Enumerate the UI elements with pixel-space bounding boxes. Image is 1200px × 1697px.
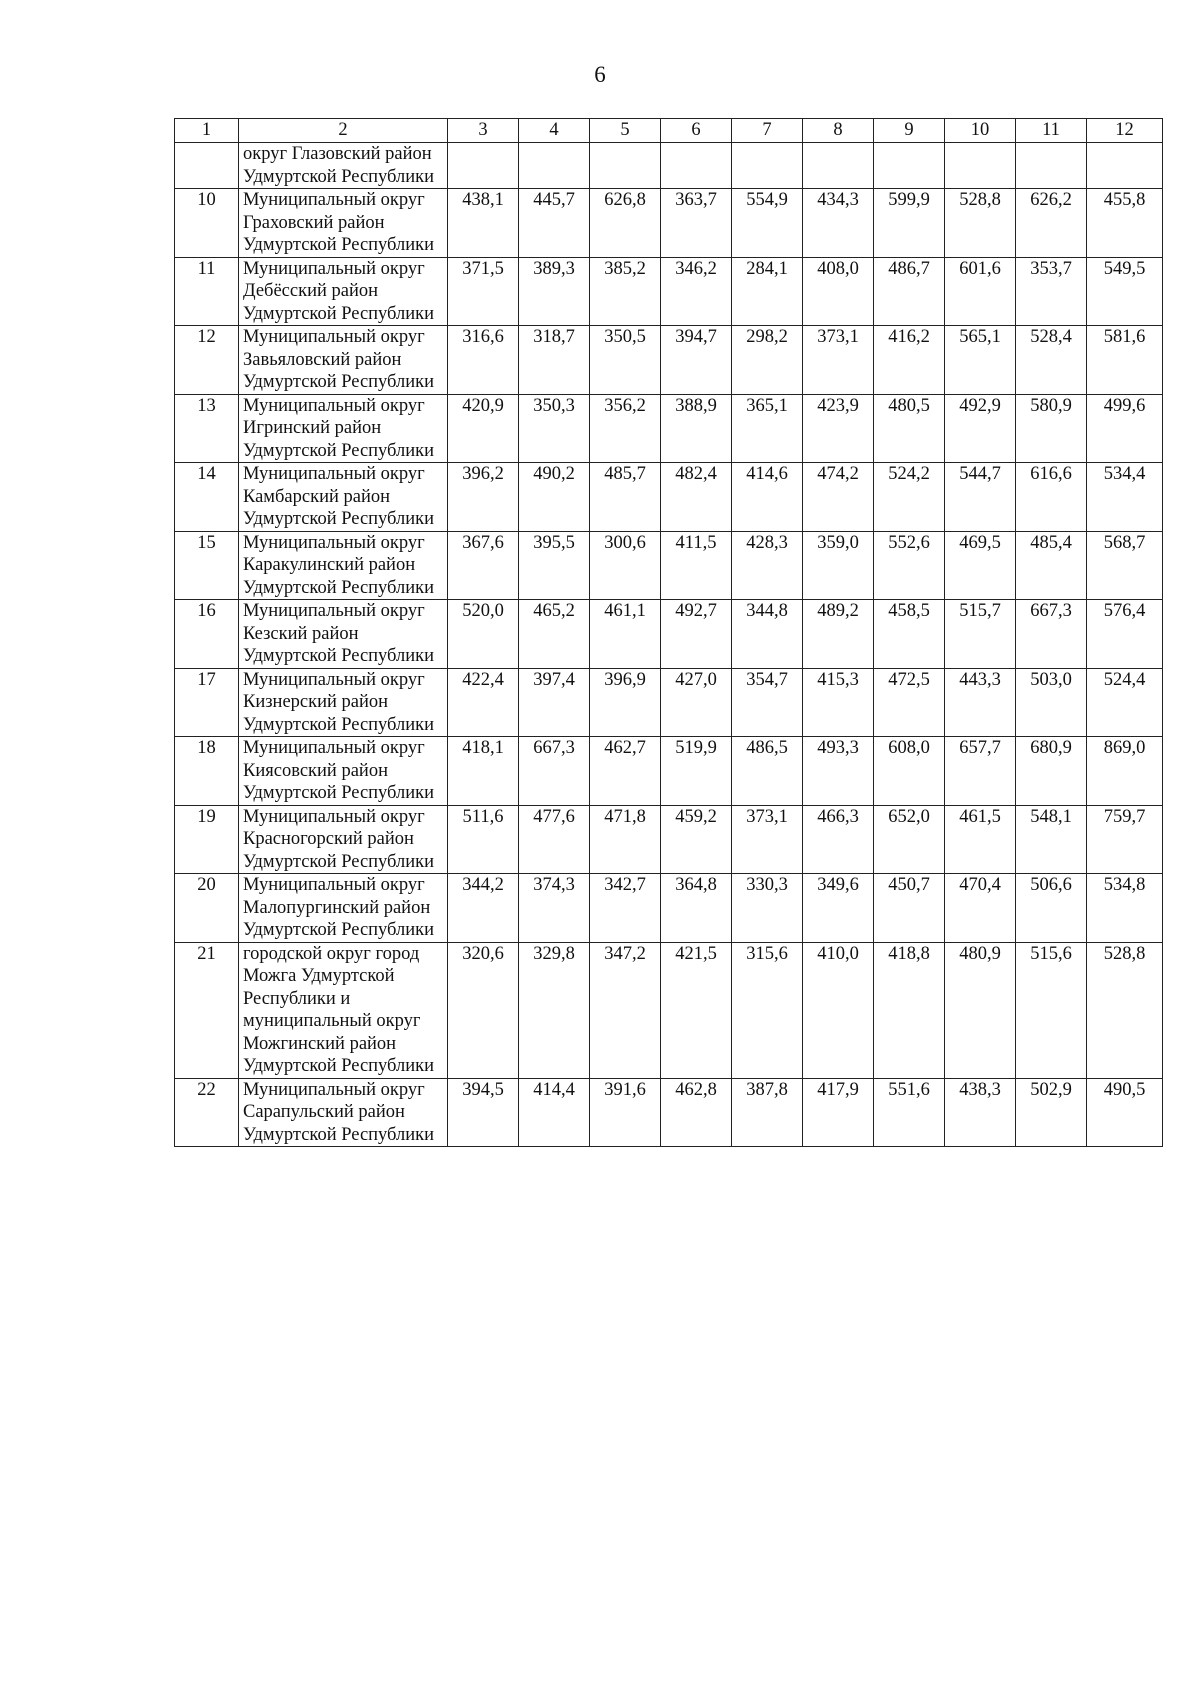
table-row (175, 531, 1163, 600)
column-header: 10 (945, 119, 1016, 143)
value-cell: 490,5 (1087, 1078, 1163, 1147)
value-cell: 300,6 (590, 531, 661, 600)
value-cell: 581,6 (1087, 326, 1163, 395)
municipality-name: Муниципальный округ Граховский район Удмуртской Республики (239, 189, 448, 258)
table-row (175, 257, 1163, 326)
value-cell: 342,7 (590, 874, 661, 943)
value-cell: 385,2 (590, 257, 661, 326)
value-cell: 298,2 (732, 326, 803, 395)
value-cell: 450,7 (874, 874, 945, 943)
value-cell: 346,2 (661, 257, 732, 326)
value-cell: 422,4 (448, 668, 519, 737)
column-header: 2 (239, 119, 448, 143)
value-cell: 667,3 (519, 737, 590, 806)
row-number (175, 143, 239, 189)
value-cell: 416,2 (874, 326, 945, 395)
value-cell: 489,2 (803, 600, 874, 669)
value-cell: 414,6 (732, 463, 803, 532)
value-cell: 388,9 (661, 394, 732, 463)
value-cell (874, 143, 945, 189)
value-cell: 284,1 (732, 257, 803, 326)
value-cell (519, 143, 590, 189)
value-cell: 466,3 (803, 805, 874, 874)
value-cell: 411,5 (661, 531, 732, 600)
value-cell: 455,8 (1087, 189, 1163, 258)
value-cell: 492,9 (945, 394, 1016, 463)
value-cell: 438,3 (945, 1078, 1016, 1147)
value-cell: 462,8 (661, 1078, 732, 1147)
row-number: 19 (175, 805, 239, 874)
value-cell: 330,3 (732, 874, 803, 943)
value-cell (1087, 143, 1163, 189)
value-cell: 565,1 (945, 326, 1016, 395)
value-cell: 458,5 (874, 600, 945, 669)
value-cell: 410,0 (803, 942, 874, 1078)
column-header: 6 (661, 119, 732, 143)
value-cell: 354,7 (732, 668, 803, 737)
value-cell: 528,8 (945, 189, 1016, 258)
row-number: 14 (175, 463, 239, 532)
value-cell: 524,2 (874, 463, 945, 532)
value-cell: 438,1 (448, 189, 519, 258)
value-cell: 423,9 (803, 394, 874, 463)
table-row (175, 805, 1163, 874)
value-cell: 657,7 (945, 737, 1016, 806)
value-cell: 350,5 (590, 326, 661, 395)
value-cell: 349,6 (803, 874, 874, 943)
value-cell: 534,8 (1087, 874, 1163, 943)
column-header: 3 (448, 119, 519, 143)
value-cell: 759,7 (1087, 805, 1163, 874)
municipality-name: Муниципальный округ Завьяловский район Удмуртской Республики (239, 326, 448, 395)
page-number: 6 (594, 62, 606, 87)
column-header: 4 (519, 119, 590, 143)
value-cell: 515,7 (945, 600, 1016, 669)
column-header: 11 (1016, 119, 1087, 143)
table-row (175, 1078, 1163, 1147)
value-cell: 387,8 (732, 1078, 803, 1147)
value-cell: 480,5 (874, 394, 945, 463)
table-row (175, 463, 1163, 532)
value-cell: 350,3 (519, 394, 590, 463)
value-cell: 608,0 (874, 737, 945, 806)
value-cell: 528,4 (1016, 326, 1087, 395)
value-cell: 469,5 (945, 531, 1016, 600)
column-header: 1 (175, 119, 239, 143)
value-cell: 680,9 (1016, 737, 1087, 806)
municipality-name: Муниципальный округ Кизнерский район Удмуртской Республики (239, 668, 448, 737)
value-cell: 394,5 (448, 1078, 519, 1147)
row-number: 10 (175, 189, 239, 258)
value-cell: 347,2 (590, 942, 661, 1078)
value-cell: 480,9 (945, 942, 1016, 1078)
table-row (175, 326, 1163, 395)
value-cell: 428,3 (732, 531, 803, 600)
municipality-name: городской округ город Можга Удмуртской Республики и муниципальный округ Можгинский район Удмуртской Республики (239, 942, 448, 1078)
value-cell: 534,4 (1087, 463, 1163, 532)
municipality-name: Муниципальный округ Каракулинский район Удмуртской Республики (239, 531, 448, 600)
value-cell: 554,9 (732, 189, 803, 258)
municipality-name: Муниципальный округ Кезский район Удмуртской Республики (239, 600, 448, 669)
value-cell: 371,5 (448, 257, 519, 326)
value-cell: 482,4 (661, 463, 732, 532)
value-cell: 418,1 (448, 737, 519, 806)
value-cell: 626,8 (590, 189, 661, 258)
value-cell: 353,7 (1016, 257, 1087, 326)
row-number: 12 (175, 326, 239, 395)
value-cell: 373,1 (732, 805, 803, 874)
value-cell: 485,7 (590, 463, 661, 532)
value-cell: 548,1 (1016, 805, 1087, 874)
value-cell: 474,2 (803, 463, 874, 532)
value-cell: 359,0 (803, 531, 874, 600)
municipality-name: Муниципальный округ Камбарский район Удмуртской Республики (239, 463, 448, 532)
value-cell: 459,2 (661, 805, 732, 874)
table-row (175, 668, 1163, 737)
value-cell: 367,6 (448, 531, 519, 600)
value-cell: 524,4 (1087, 668, 1163, 737)
table-body (175, 143, 1163, 1147)
value-cell: 320,6 (448, 942, 519, 1078)
value-cell: 472,5 (874, 668, 945, 737)
value-cell: 461,5 (945, 805, 1016, 874)
value-cell: 389,3 (519, 257, 590, 326)
value-cell: 417,9 (803, 1078, 874, 1147)
row-number: 15 (175, 531, 239, 600)
column-header: 7 (732, 119, 803, 143)
table-row (175, 874, 1163, 943)
table-row (175, 143, 1163, 189)
value-cell: 580,9 (1016, 394, 1087, 463)
table-row (175, 394, 1163, 463)
municipality-name: Муниципальный округ Киясовский район Удмуртской Республики (239, 737, 448, 806)
data-table (174, 118, 1163, 1147)
column-header: 8 (803, 119, 874, 143)
value-cell: 356,2 (590, 394, 661, 463)
value-cell: 315,6 (732, 942, 803, 1078)
value-cell: 344,2 (448, 874, 519, 943)
row-number: 16 (175, 600, 239, 669)
value-cell (945, 143, 1016, 189)
value-cell: 506,6 (1016, 874, 1087, 943)
value-cell: 499,6 (1087, 394, 1163, 463)
value-cell: 420,9 (448, 394, 519, 463)
value-cell: 486,7 (874, 257, 945, 326)
municipality-name: Муниципальный округ Красногорский район Удмуртской Республики (239, 805, 448, 874)
table-row (175, 189, 1163, 258)
table-row (175, 942, 1163, 1078)
value-cell: 503,0 (1016, 668, 1087, 737)
value-cell (732, 143, 803, 189)
value-cell: 490,2 (519, 463, 590, 532)
value-cell: 318,7 (519, 326, 590, 395)
value-cell: 626,2 (1016, 189, 1087, 258)
value-cell: 363,7 (661, 189, 732, 258)
municipality-name: Муниципальный округ Игринский район Удмуртской Республики (239, 394, 448, 463)
value-cell: 408,0 (803, 257, 874, 326)
value-cell: 470,4 (945, 874, 1016, 943)
value-cell (803, 143, 874, 189)
municipality-name: Муниципальный округ Дебёсский район Удмуртской Республики (239, 257, 448, 326)
value-cell: 515,6 (1016, 942, 1087, 1078)
value-cell: 374,3 (519, 874, 590, 943)
value-cell: 427,0 (661, 668, 732, 737)
value-cell: 391,6 (590, 1078, 661, 1147)
column-header: 5 (590, 119, 661, 143)
value-cell: 616,6 (1016, 463, 1087, 532)
value-cell: 461,1 (590, 600, 661, 669)
value-cell: 520,0 (448, 600, 519, 669)
value-cell: 502,9 (1016, 1078, 1087, 1147)
value-cell: 344,8 (732, 600, 803, 669)
value-cell: 576,4 (1087, 600, 1163, 669)
row-number: 20 (175, 874, 239, 943)
value-cell: 445,7 (519, 189, 590, 258)
row-number: 21 (175, 942, 239, 1078)
value-cell: 667,3 (1016, 600, 1087, 669)
value-cell: 373,1 (803, 326, 874, 395)
value-cell: 365,1 (732, 394, 803, 463)
value-cell: 395,5 (519, 531, 590, 600)
row-number: 13 (175, 394, 239, 463)
row-number: 18 (175, 737, 239, 806)
value-cell: 652,0 (874, 805, 945, 874)
table-row (175, 737, 1163, 806)
value-cell: 329,8 (519, 942, 590, 1078)
value-cell: 316,6 (448, 326, 519, 395)
value-cell: 549,5 (1087, 257, 1163, 326)
value-cell: 471,8 (590, 805, 661, 874)
value-cell: 415,3 (803, 668, 874, 737)
value-cell: 443,3 (945, 668, 1016, 737)
value-cell: 396,9 (590, 668, 661, 737)
row-number: 11 (175, 257, 239, 326)
column-header: 12 (1087, 119, 1163, 143)
value-cell (1016, 143, 1087, 189)
row-number: 22 (175, 1078, 239, 1147)
value-cell: 397,4 (519, 668, 590, 737)
row-number: 17 (175, 668, 239, 737)
value-cell: 493,3 (803, 737, 874, 806)
municipality-name: Муниципальный округ Сарапульский район Удмуртской Республики (239, 1078, 448, 1147)
value-cell: 421,5 (661, 942, 732, 1078)
column-header: 9 (874, 119, 945, 143)
value-cell: 568,7 (1087, 531, 1163, 600)
value-cell: 434,3 (803, 189, 874, 258)
value-cell: 601,6 (945, 257, 1016, 326)
value-cell: 485,4 (1016, 531, 1087, 600)
value-cell: 462,7 (590, 737, 661, 806)
value-cell: 486,5 (732, 737, 803, 806)
header-row (175, 119, 1163, 143)
value-cell: 552,6 (874, 531, 945, 600)
value-cell: 477,6 (519, 805, 590, 874)
municipality-name: Муниципальный округ Малопургинский район Удмуртской Республики (239, 874, 448, 943)
municipality-name: округ Глазовский район Удмуртской Республики (239, 143, 448, 189)
value-cell (590, 143, 661, 189)
value-cell: 465,2 (519, 600, 590, 669)
value-cell (448, 143, 519, 189)
value-cell: 364,8 (661, 874, 732, 943)
value-cell: 394,7 (661, 326, 732, 395)
value-cell: 551,6 (874, 1078, 945, 1147)
value-cell: 414,4 (519, 1078, 590, 1147)
value-cell: 511,6 (448, 805, 519, 874)
value-cell: 544,7 (945, 463, 1016, 532)
value-cell: 492,7 (661, 600, 732, 669)
value-cell (661, 143, 732, 189)
value-cell: 418,8 (874, 942, 945, 1078)
value-cell: 519,9 (661, 737, 732, 806)
value-cell: 396,2 (448, 463, 519, 532)
value-cell: 599,9 (874, 189, 945, 258)
value-cell: 528,8 (1087, 942, 1163, 1078)
table-row (175, 600, 1163, 669)
value-cell: 869,0 (1087, 737, 1163, 806)
